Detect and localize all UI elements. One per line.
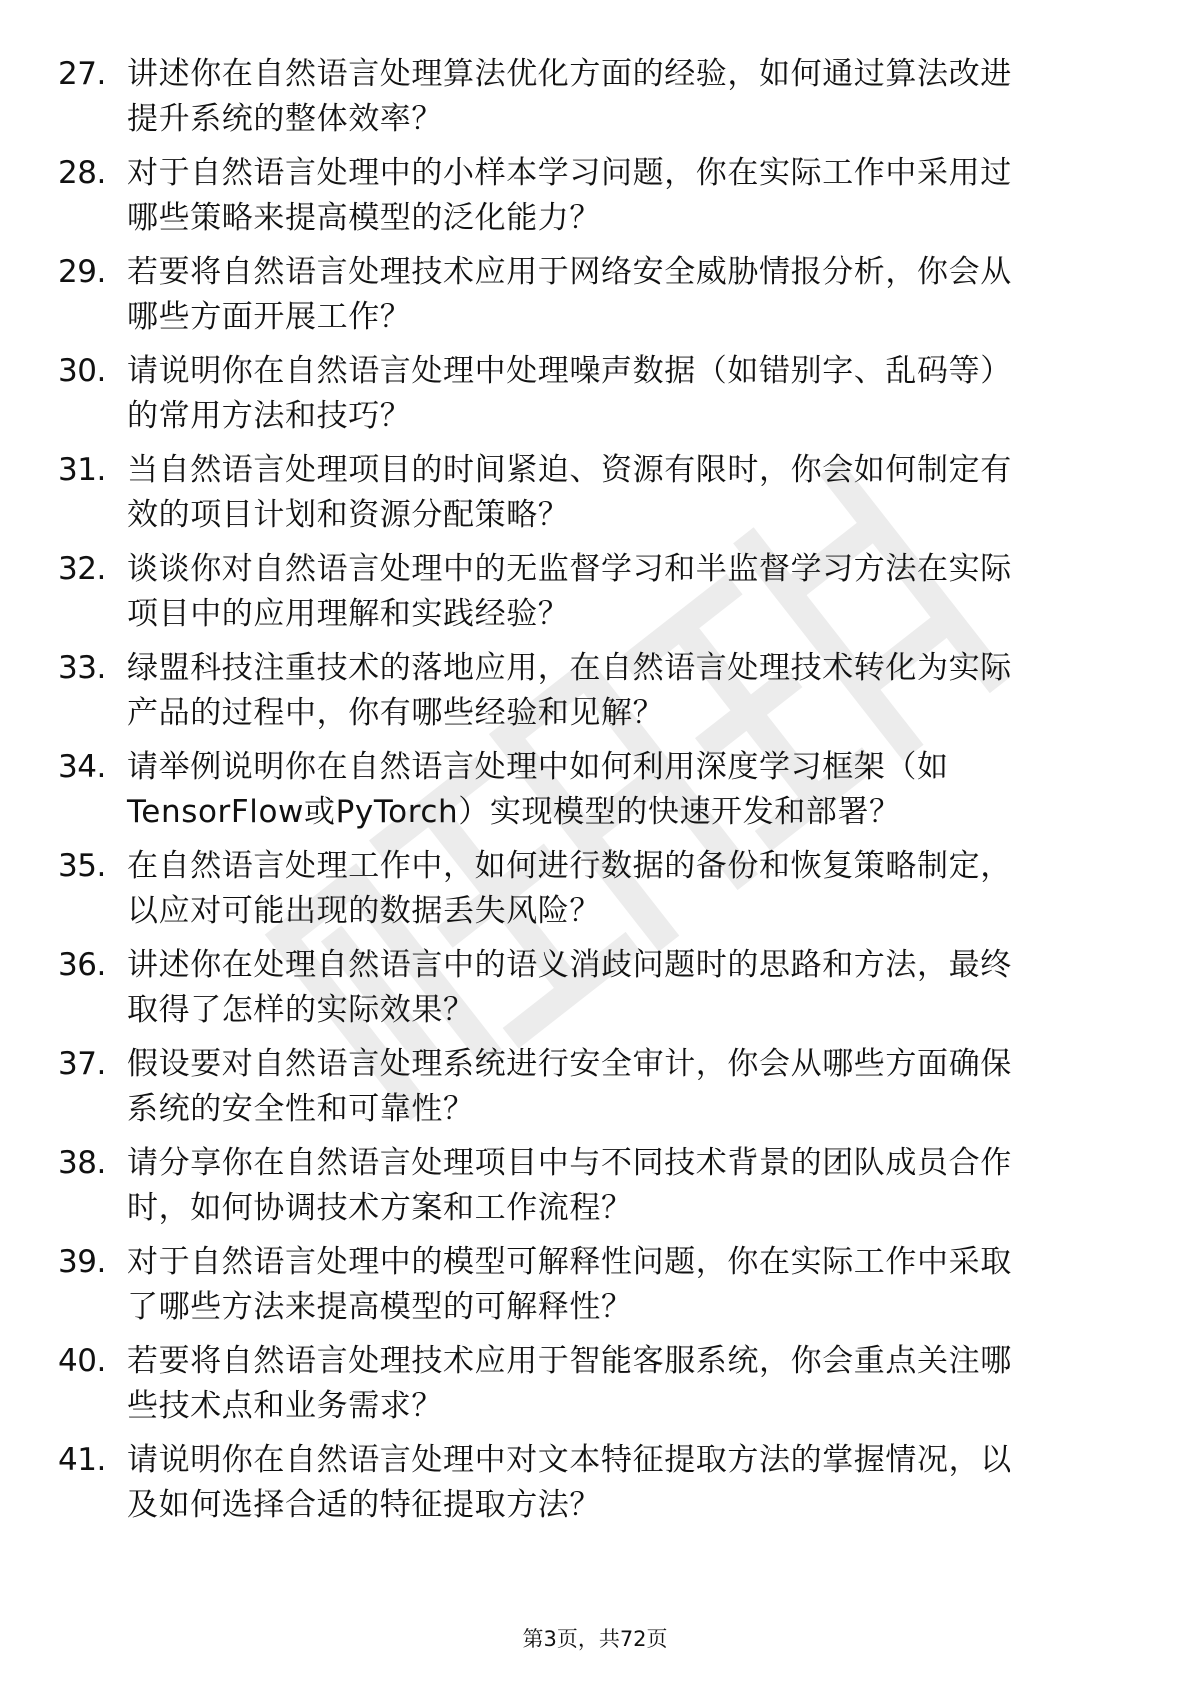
question-text: 请举例说明你在自然语言处理中如何利用深度学习框架（如 TensorFlow或PyTorch）实现模型的快速开发和部署？ [127, 749, 949, 830]
question-item [58, 1438, 1118, 1532]
question-item [58, 349, 1118, 443]
question-item [58, 1339, 1118, 1433]
question-list [58, 52, 1118, 1537]
question-text: 当自然语言处理项目的时间紧迫、资源有限时，你会如何制定有 效的项目计划和资源分配策略？ [127, 452, 1012, 533]
question-text: 请说明你在自然语言处理中处理噪声数据（如错别字、乱码等） 的常用方法和技巧？ [127, 353, 1012, 434]
question-number: 38. [58, 1145, 106, 1181]
question-item [58, 448, 1118, 542]
question-item [58, 943, 1118, 1037]
question-item [58, 1240, 1118, 1334]
question-number: 30. [58, 353, 106, 389]
question-number: 32. [58, 551, 106, 587]
question-text: 若要将自然语言处理技术应用于网络安全威胁情报分析，你会从 哪些方面开展工作？ [127, 254, 1012, 335]
question-number: 40. [58, 1343, 106, 1379]
question-text: 讲述你在处理自然语言中的语义消歧问题时的思路和方法，最终 取得了怎样的实际效果？ [127, 947, 1012, 1028]
question-number: 35. [58, 848, 106, 884]
question-number: 31. [58, 452, 106, 488]
question-item [58, 151, 1118, 245]
question-number: 29. [58, 254, 106, 290]
question-text: 假设要对自然语言处理系统进行安全审计，你会从哪些方面确保 系统的安全性和可靠性？ [127, 1046, 1012, 1127]
question-item [58, 844, 1118, 938]
question-item [58, 52, 1118, 146]
question-text: 讲述你在自然语言处理算法优化方面的经验，如何通过算法改进 提升系统的整体效率？ [127, 56, 1012, 137]
page-footer: 第3页，共72页 [522, 1627, 668, 1651]
question-item [58, 745, 1118, 839]
question-item [58, 1141, 1118, 1235]
question-text: 请分享你在自然语言处理项目中与不同技术背景的团队成员合作 时，如何协调技术方案和工作流程？ [127, 1145, 1012, 1226]
question-text: 对于自然语言处理中的模型可解释性问题，你在实际工作中采取 了哪些方法来提高模型的可解释性？ [127, 1244, 1012, 1325]
question-number: 39. [58, 1244, 106, 1280]
question-item [58, 1042, 1118, 1136]
question-item [58, 547, 1118, 641]
question-item [58, 250, 1118, 344]
question-number: 27. [58, 56, 106, 92]
question-text: 在自然语言处理工作中，如何进行数据的备份和恢复策略制定， 以应对可能出现的数据丢失风险？ [127, 848, 1012, 929]
question-number: 41. [58, 1442, 106, 1478]
question-item [58, 646, 1118, 740]
question-number: 34. [58, 749, 106, 785]
question-number: 33. [58, 650, 106, 686]
question-number: 36. [58, 947, 106, 983]
question-text: 若要将自然语言处理技术应用于智能客服系统，你会重点关注哪 些技术点和业务需求？ [127, 1343, 1012, 1424]
question-number: 28. [58, 155, 106, 191]
question-text: 绿盟科技注重技术的落地应用，在自然语言处理技术转化为实际 产品的过程中，你有哪些经验和见解？ [127, 650, 1012, 731]
question-text: 对于自然语言处理中的小样本学习问题，你在实际工作中采用过 哪些策略来提高模型的泛化能力？ [127, 155, 1012, 236]
question-number: 37. [58, 1046, 106, 1082]
question-text: 请说明你在自然语言处理中对文本特征提取方法的掌握情况，以 及如何选择合适的特征提取方法？ [127, 1442, 1012, 1523]
question-text: 谈谈你对自然语言处理中的无监督学习和半监督学习方法在实际 项目中的应用理解和实践经验？ [127, 551, 1012, 632]
